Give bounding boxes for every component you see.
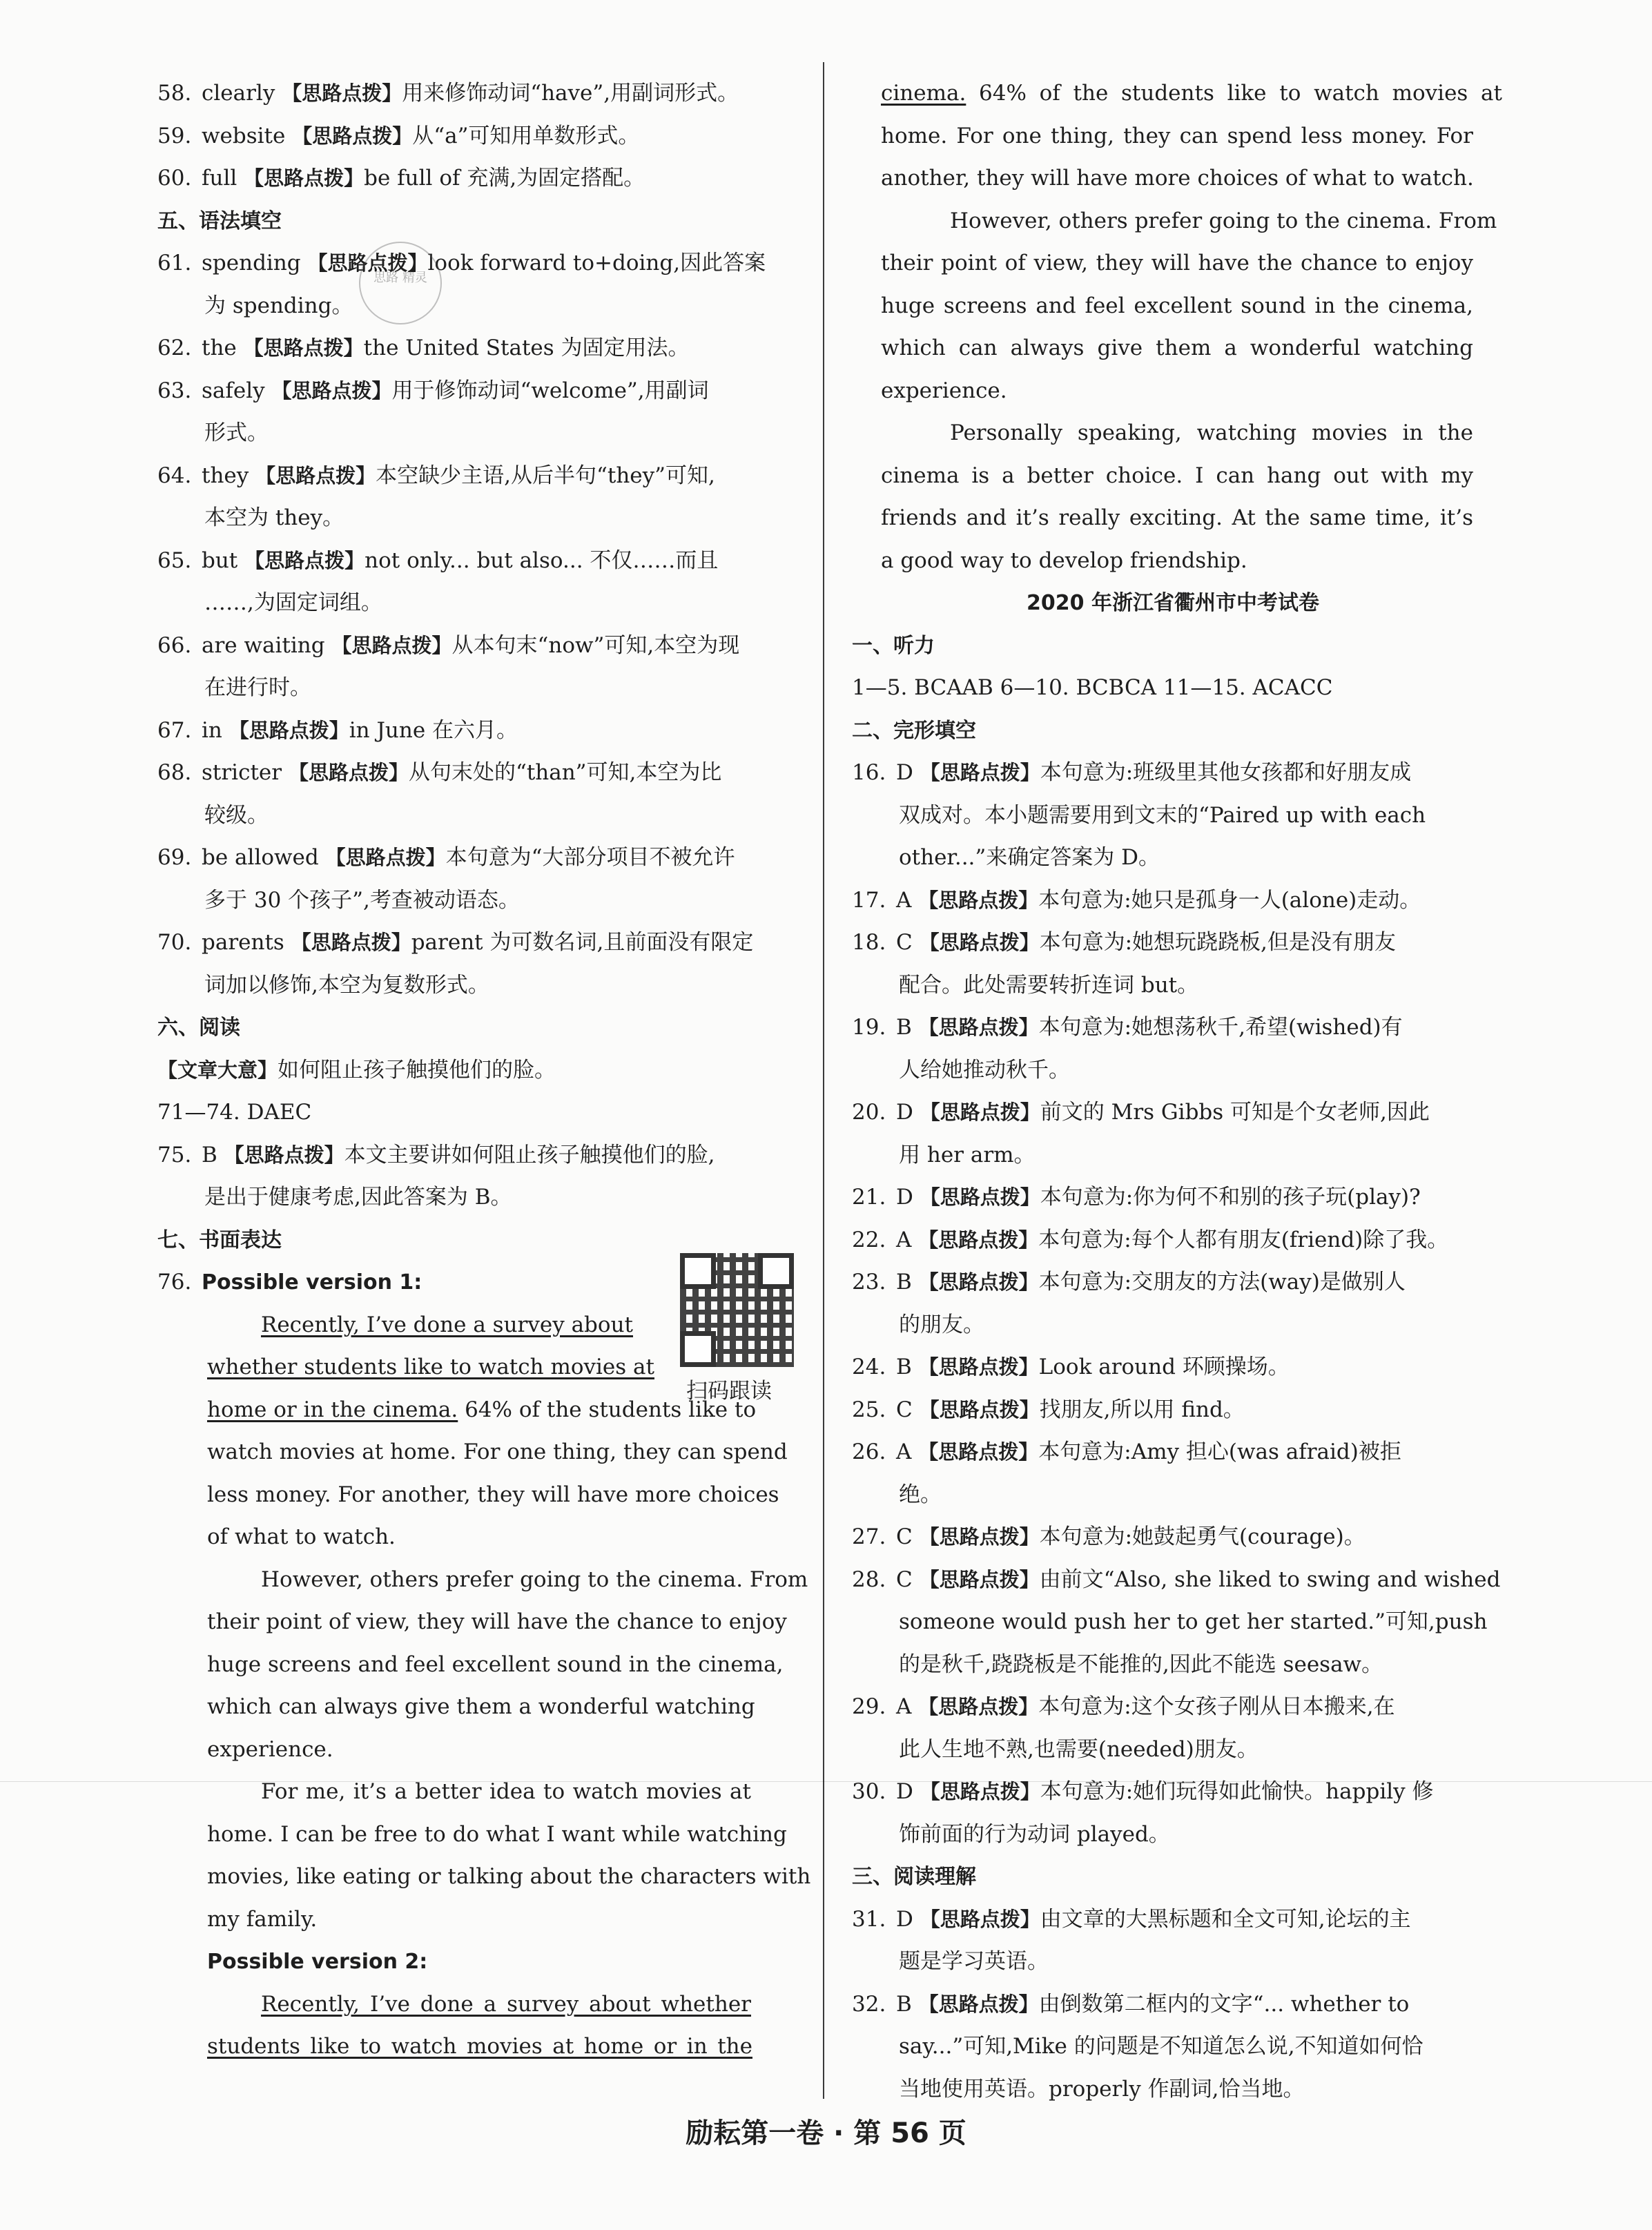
essay-line: my family. — [207, 1906, 318, 1932]
essay-line: home. For one thing, they can spend less money. For — [881, 123, 1473, 148]
answer-key-line: 1—5. BCAAB 6—10. BCBCA 11—15. ACACC — [852, 675, 1333, 700]
item-number: 27. — [852, 1524, 886, 1549]
hint-text: Look around 环顾操场。 — [1038, 1355, 1290, 1379]
section-heading: 一、听力 — [852, 633, 935, 658]
hint-tag: 【思路点拨】 — [331, 633, 452, 657]
hint-tag: 【思路点拨】 — [919, 1397, 1040, 1422]
essay-line: However, others prefer going to the cinema. From — [950, 208, 1497, 233]
item-number: 59. — [157, 123, 192, 148]
hint-tag: 【思路点拨】 — [282, 81, 402, 105]
section-heading: 二、完形填空 — [852, 718, 976, 743]
item-answer: A — [896, 1694, 912, 1719]
essay-line: which can always give them a wonderful watching — [207, 1694, 755, 1719]
section-heading: 六、阅读 — [157, 1016, 240, 1040]
hint-tag: 【思路点拨】 — [918, 888, 1039, 912]
item-answer: D — [896, 1185, 913, 1210]
item-answer: they — [202, 463, 249, 488]
hint-continuation: 在进行时。 — [204, 675, 311, 700]
hint-text: 用来修饰动词“have”,用副词形式。 — [402, 81, 739, 106]
hint-continuation: 饰前面的行为动词 played。 — [899, 1821, 1170, 1847]
hint-text: 用于修饰动词“welcome”,用副词 — [391, 378, 709, 403]
answer-item — [852, 1559, 1501, 1602]
hint-tag: 【思路点拨】 — [244, 548, 365, 572]
hint-tag: 【思路点拨】 — [918, 1016, 1039, 1039]
item-number: 70. — [157, 930, 192, 955]
hint-text: 由倒数第二框内的文字“... whether to — [1038, 1991, 1410, 2017]
underlined-text: home or in the cinema. — [207, 1397, 458, 1422]
answer-item — [157, 327, 798, 370]
item-number: 26. — [852, 1439, 886, 1464]
answer-item — [852, 1092, 1494, 1134]
essay-line: which can always give them a wonderful watching — [881, 336, 1473, 360]
hint-continuation: 双成对。本小题需要用到文末的“Paired up with each — [899, 802, 1426, 828]
item-answer: D — [896, 760, 913, 785]
essay-line: movies, like eating or talking about the characters with — [207, 1864, 811, 1889]
hint-continuation: 是出于健康考虑,因此答案为 B。 — [204, 1185, 512, 1210]
hint-text: 本句意为:她们玩得如此愉快。happily 修 — [1040, 1779, 1434, 1804]
hint-text: 找朋友,所以用 find。 — [1039, 1397, 1245, 1422]
answer-item — [852, 1899, 1494, 1941]
answer-item — [852, 1261, 1494, 1304]
essay-text: 64% of the students like to — [465, 1397, 757, 1422]
hint-continuation: 形式。 — [204, 420, 269, 445]
answer-item — [852, 752, 1494, 795]
hint-text: look forward to+doing,因此答案 — [427, 251, 766, 275]
item-answer: C — [896, 1397, 913, 1422]
item-number: 25. — [852, 1397, 886, 1422]
hint-text: parent 为可数名词,且前面没有限定 — [411, 930, 754, 955]
essay-line — [157, 1389, 757, 1432]
hint-continuation: 当地使用英语。properly 作副词,恰当地。 — [899, 2076, 1305, 2102]
essay-line: Personally speaking, watching movies in the — [950, 420, 1473, 445]
section-heading: 三、阅读理解 — [852, 1865, 976, 1889]
item-number: 18. — [852, 930, 886, 955]
qr-code[interactable] — [680, 1253, 794, 1367]
hint-text: 本句意为:她只是孤身一人(alone)走动。 — [1038, 887, 1421, 913]
hint-text: 本文主要讲如何阻止孩子触摸他们的脸, — [344, 1142, 715, 1167]
hint-tag: 【思路点拨】 — [288, 761, 409, 784]
hint-continuation: 的是秋千,跷跷板是不能推的,因此不能选 seesaw。 — [899, 1651, 1383, 1677]
item-number: 29. — [852, 1694, 886, 1719]
item-answer: D — [896, 1100, 913, 1125]
item-answer: stricter — [202, 760, 282, 785]
item-number: 31. — [852, 1906, 886, 1932]
answer-item — [852, 1516, 1494, 1559]
watermark-stamp — [359, 242, 442, 324]
item-answer: B — [896, 1015, 912, 1040]
item-answer: but — [202, 547, 238, 573]
item-number: 69. — [157, 845, 192, 870]
essay-line: experience. — [881, 378, 1007, 403]
hint-tag: 【思路点拨】 — [255, 463, 376, 487]
item-answer: clearly — [202, 81, 275, 106]
hint-tag: 【思路点拨】 — [244, 166, 365, 190]
answer-item — [852, 1007, 1494, 1049]
essay-line: friends and it’s really exciting. At the same time, it’s — [881, 505, 1473, 530]
hint-continuation: 词加以修饰,本空为复数形式。 — [204, 972, 489, 998]
item-answer: D — [896, 1906, 913, 1932]
answer-item — [852, 1389, 1494, 1432]
version-label: Possible version 1: — [202, 1270, 422, 1295]
item-answer: B — [896, 1355, 912, 1379]
answer-item — [852, 1431, 1494, 1474]
section-heading: 五、语法填空 — [157, 209, 282, 233]
essay-line: another, they will have more choices of what to watch. — [881, 166, 1474, 191]
essay-line: their point of view, they will have the chance to enjoy — [881, 251, 1473, 275]
essay-line: experience. — [207, 1736, 333, 1762]
answer-item — [157, 370, 798, 413]
hint-tag: 【思路点拨】 — [918, 1228, 1039, 1252]
essay-line — [852, 72, 1502, 115]
item-answer: A — [896, 1227, 912, 1252]
hint-tag: 【思路点拨】 — [243, 336, 364, 360]
answer-item — [852, 1686, 1494, 1729]
hint-continuation: 配合。此处需要转折连词 but。 — [899, 972, 1199, 998]
hint-continuation: other...”来确定答案为 D。 — [899, 845, 1160, 870]
item-number: 16. — [852, 760, 886, 785]
essay-line: less money. For another, they will have more choices — [207, 1482, 779, 1507]
essay-line: their point of view, they will have the chance to enjoy — [207, 1609, 787, 1634]
answer-item — [157, 115, 798, 158]
hint-tag: 【思路点拨】 — [919, 931, 1040, 954]
answer-item — [852, 1176, 1494, 1219]
hint-continuation: 绝。 — [899, 1482, 942, 1507]
right-column — [852, 72, 1502, 2111]
item-answer: D — [896, 1779, 913, 1804]
hint-text: 本句意为“大部分项目不被允许 — [445, 845, 735, 870]
hint-text: 从“a”可知用单数形式。 — [412, 123, 640, 148]
item-number: 67. — [157, 717, 192, 743]
answer-item — [157, 625, 798, 668]
hint-continuation: someone would push her to get her started.”可知,push — [899, 1609, 1488, 1634]
hint-text: the United States 为固定用法。 — [363, 336, 690, 360]
underlined-text: cinema. — [881, 81, 966, 106]
answer-item — [852, 922, 1494, 964]
answer-item — [852, 1771, 1494, 1814]
hint-text: 由前文“Also, she liked to swing and wished — [1039, 1567, 1501, 1592]
essay-line — [157, 1984, 751, 2026]
answer-item — [852, 1984, 1494, 2026]
hint-tag: 【思路点拨】 — [291, 931, 411, 954]
hint-text: 从句末处的“than”可知,本空为比 — [408, 760, 722, 785]
item-answer: B — [896, 1270, 912, 1295]
item-answer: B — [896, 1991, 912, 2017]
answer-item — [157, 242, 798, 285]
hint-tag: 【思路点拨】 — [920, 1907, 1040, 1931]
hint-text: 由文章的大黑标题和全文可知,论坛的主 — [1040, 1906, 1411, 1932]
qr-label: 扫码跟读 — [686, 1379, 772, 1404]
hint-continuation: 题是学习英语。 — [899, 1949, 1049, 1974]
hint-text: 本句意为:交朋友的方法(way)是做别人 — [1038, 1270, 1406, 1295]
answer-item — [157, 540, 798, 583]
hint-continuation: 本空为 they。 — [204, 505, 344, 530]
answer-item — [157, 157, 798, 200]
hint-text: 本句意为:班级里其他女孩都和好朋友成 — [1040, 760, 1412, 785]
answer-item — [157, 710, 798, 753]
stamp-text: 思路 精灵 — [373, 271, 427, 285]
left-column — [157, 72, 811, 2068]
underlined-text: whether students like to watch movies at — [207, 1355, 654, 1379]
item-answer: are waiting — [202, 632, 325, 658]
answer-item — [157, 752, 798, 795]
answer-item — [157, 455, 798, 498]
hint-tag: 【思路点拨】 — [271, 378, 392, 403]
item-number: 20. — [852, 1100, 886, 1125]
version-label: Possible version 2: — [207, 1950, 428, 1974]
exam-title: 2020 年浙江省衢州市中考试卷 — [1027, 591, 1319, 615]
hint-continuation: 人给她推动秋千。 — [899, 1057, 1070, 1083]
answer-key-line: 71—74. DAEC — [157, 1100, 312, 1125]
essay-line: of what to watch. — [207, 1524, 396, 1549]
item-answer: be allowed — [202, 845, 319, 870]
page-footer: 励耘第一卷 · 第 56 页 — [686, 2117, 966, 2149]
answer-item — [157, 72, 798, 115]
hint-continuation: 较级。 — [204, 802, 269, 828]
hint-tag: 【思路点拨】 — [918, 1440, 1039, 1464]
hint-tag: 【思路点拨】 — [918, 1992, 1039, 2016]
item-number: 64. — [157, 463, 192, 488]
item-answer: full — [202, 166, 237, 191]
item-answer: C — [896, 1524, 913, 1549]
item-number: 63. — [157, 378, 192, 403]
item-answer: parents — [202, 930, 284, 955]
answer-item — [157, 1049, 798, 1092]
item-answer: A — [896, 887, 912, 913]
item-answer: A — [896, 1439, 912, 1464]
hint-text: in June 在六月。 — [349, 717, 518, 743]
underlined-text: Recently, I’ve done a survey about whether — [261, 1991, 751, 2017]
answer-item — [852, 1219, 1494, 1262]
item-answer: B — [202, 1142, 217, 1167]
item-number: 66. — [157, 632, 192, 658]
hint-tag: 【思路点拨】 — [919, 1525, 1040, 1549]
hint-tag: 【思路点拨】 — [325, 846, 446, 869]
item-answer: safely — [202, 378, 265, 403]
item-answer: the — [202, 336, 237, 360]
item-number: 68. — [157, 760, 192, 785]
hint-text: 本空缺少主语,从后半句“they”可知, — [376, 463, 715, 488]
item-number: 75. — [157, 1142, 192, 1167]
hint-text: 本句意为:每个人都有朋友(friend)除了我。 — [1038, 1227, 1449, 1252]
answer-item — [852, 1346, 1494, 1389]
essay-text: 64% of the students like to watch movies at — [979, 81, 1502, 106]
essay-line — [157, 1346, 690, 1389]
underlined-text: students like to watch movies at home or in the — [207, 2034, 752, 2059]
hint-tag: 【思路点拨】 — [919, 1567, 1040, 1591]
item-number: 61. — [157, 251, 192, 275]
section-heading: 七、书面表达 — [157, 1228, 282, 1252]
essay-line: However, others prefer going to the cinema. From — [261, 1567, 808, 1592]
hint-tag: 【思路点拨】 — [918, 1355, 1039, 1379]
answer-item — [157, 1134, 798, 1177]
hint-continuation: 此人生地不熟,也需要(needed)朋友。 — [899, 1736, 1259, 1762]
item-answer: C — [896, 1567, 913, 1592]
item-number: 32. — [852, 1991, 886, 2017]
item-number: 28. — [852, 1567, 886, 1592]
essay-line — [157, 2026, 752, 2068]
hint-text: 本句意为:她想荡秋千,希望(wished)有 — [1038, 1015, 1403, 1040]
item-number: 24. — [852, 1355, 886, 1379]
item-answer: spending — [202, 251, 301, 275]
item-number: 22. — [852, 1227, 886, 1252]
essay-line — [157, 1304, 633, 1347]
essay-line: cinema is a better choice. I can hang out with my — [881, 463, 1473, 488]
hint-text: 本句意为:Amy 担心(was afraid)被拒 — [1038, 1439, 1401, 1464]
hint-tag: 【思路点拨】 — [307, 251, 428, 275]
item-number: 19. — [852, 1015, 886, 1040]
hint-tag: 【思路点拨】 — [920, 1185, 1040, 1209]
hint-text: 前文的 Mrs Gibbs 可知是个女老师,因此 — [1040, 1100, 1430, 1125]
item-number: 17. — [852, 887, 886, 913]
item-number: 76. — [157, 1270, 192, 1295]
hint-text: 本句意为:她鼓起勇气(courage)。 — [1039, 1524, 1366, 1549]
hint-tag: 【思路点拨】 — [292, 124, 413, 148]
hint-text: 本句意为:她想玩跷跷板,但是没有朋友 — [1039, 930, 1396, 955]
summary-text: 如何阻止孩子触摸他们的脸。 — [278, 1057, 556, 1083]
hint-tag: 【思路点拨】 — [920, 1101, 1040, 1124]
answer-item — [157, 922, 798, 964]
essay-line: home. I can be free to do what I want while watching — [207, 1821, 787, 1847]
item-number: 23. — [852, 1270, 886, 1295]
hint-tag: 【思路点拨】 — [920, 1780, 1040, 1803]
item-number: 65. — [157, 547, 192, 573]
hint-continuation: 的朋友。 — [899, 1312, 984, 1337]
item-number: 58. — [157, 81, 192, 106]
essay-line: For me, it’s a better idea to watch movies at — [261, 1779, 751, 1804]
underlined-text: Recently, I’ve done a survey about — [261, 1312, 633, 1337]
hint-text: 从本句末“now”可知,本空为现 — [451, 632, 740, 658]
hint-continuation: 为 spending。 — [204, 293, 353, 318]
item-number: 60. — [157, 166, 192, 191]
essay-line: a good way to develop friendship. — [881, 547, 1247, 573]
item-number: 30. — [852, 1779, 886, 1804]
hint-continuation: 多于 30 个孩子”,考查被动语态。 — [204, 887, 520, 913]
item-number: 21. — [852, 1185, 886, 1210]
hint-text: 本句意为:你为何不和别的孩子玩(play)? — [1040, 1185, 1421, 1210]
hint-text: be full of 充满,为固定搭配。 — [364, 166, 645, 191]
column-divider — [823, 62, 824, 2099]
essay-line: huge screens and feel excellent sound in the cinema, — [207, 1651, 784, 1677]
hint-tag: 【思路点拨】 — [918, 1695, 1039, 1718]
hint-tag: 【思路点拨】 — [918, 1270, 1039, 1294]
hint-tag: 【思路点拨】 — [224, 1143, 344, 1167]
item-answer: in — [202, 717, 222, 743]
hint-continuation: say...”可知,Mike 的问题是不知道怎么说,不知道如何恰 — [899, 2034, 1423, 2059]
essay-line: watch movies at home. For one thing, they can spend — [207, 1439, 788, 1464]
hint-tag: 【思路点拨】 — [920, 761, 1040, 784]
answer-item — [852, 880, 1494, 922]
hint-text: not only... but also... 不仅……而且 — [365, 547, 719, 573]
hint-text: 本句意为:这个女孩子刚从日本搬来,在 — [1038, 1694, 1395, 1719]
hint-tag: 【思路点拨】 — [229, 718, 349, 742]
item-answer: website — [202, 123, 286, 148]
answer-item — [157, 837, 798, 880]
hint-continuation: ……,为固定词组。 — [204, 590, 382, 615]
essay-line: huge screens and feel excellent sound in the cinema, — [881, 293, 1473, 318]
summary-tag: 【文章大意】 — [157, 1058, 278, 1082]
hint-continuation: 用 her arm。 — [899, 1142, 1036, 1167]
item-answer: C — [896, 930, 913, 955]
item-number: 62. — [157, 336, 192, 360]
